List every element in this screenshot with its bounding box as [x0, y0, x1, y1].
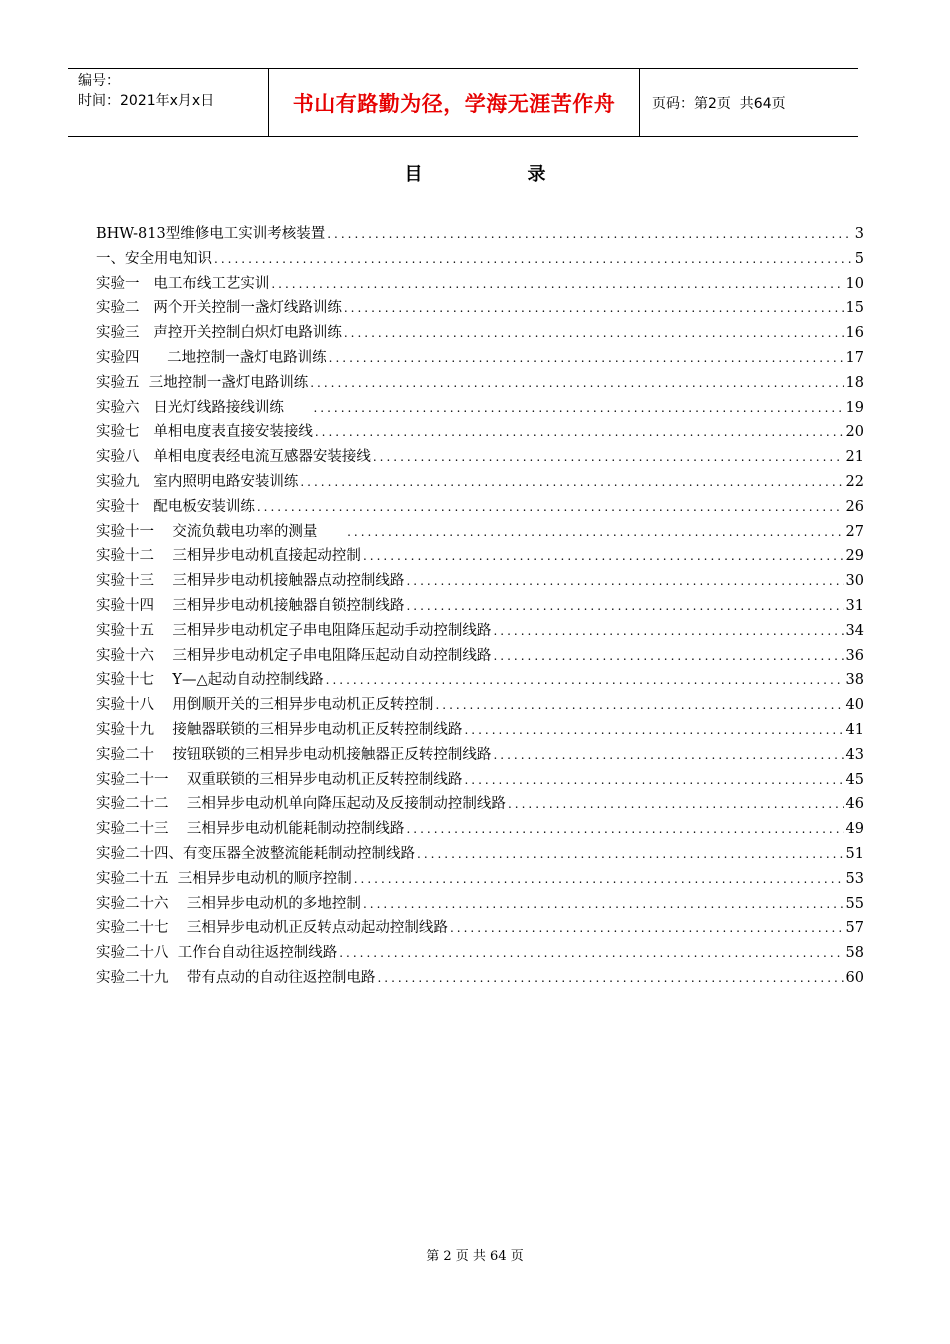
- toc-entry-page: 3: [854, 226, 864, 242]
- toc-entry-page: 19: [845, 399, 864, 416]
- toc-entry[interactable]: [96, 470, 864, 495]
- toc-entry-page: 40: [845, 697, 864, 714]
- toc-entry-label: 实验十七 Y—△起动自动控制线路: [96, 672, 324, 689]
- toc-entry-label: BHW-813型维修电工实训考核装置: [96, 226, 326, 242]
- toc-leader-dots: [300, 470, 843, 495]
- header-motto: 书山有路勤为径，学海无涯苦作舟: [292, 91, 616, 116]
- toc-entry-label: 一、安全用电知识: [96, 250, 212, 267]
- toc-entry-label: 实验十 配电板安装训练: [96, 498, 255, 515]
- toc-leader-dots: [464, 768, 843, 793]
- toc-leader-dots: [257, 495, 844, 520]
- toc-leader-dots: [344, 296, 844, 321]
- toc-entry[interactable]: [96, 544, 864, 569]
- toc-entry-label: 实验二十五 三相异步电动机的顺序控制: [96, 870, 352, 887]
- toc-entry-page: 30: [845, 573, 864, 590]
- toc-entry[interactable]: [96, 693, 864, 718]
- toc-leader-dots: [347, 520, 843, 545]
- toc-entry[interactable]: [96, 941, 864, 966]
- toc-entry[interactable]: [96, 966, 864, 991]
- toc-entry[interactable]: [96, 445, 864, 470]
- header-page-info-cell: [640, 69, 858, 136]
- toc-entry[interactable]: [96, 718, 864, 743]
- toc-entry[interactable]: [96, 247, 864, 272]
- header-meta: [68, 69, 268, 136]
- toc-entry-page: 38: [845, 672, 864, 689]
- toc-leader-dots: [329, 346, 844, 371]
- toc-leader-dots: [363, 892, 844, 917]
- toc-entry-page: 20: [845, 424, 864, 441]
- toc-entry[interactable]: [96, 842, 864, 867]
- toc-entry[interactable]: [96, 296, 864, 321]
- toc-leader-dots: [327, 222, 853, 247]
- document-time-label: 时间：2021年x月x日: [78, 93, 215, 109]
- toc-entry-label: 实验一 电工布线工艺实训: [96, 275, 270, 292]
- toc-entry-label: 实验十二 三相异步电动机直接起动控制: [96, 548, 361, 565]
- toc-entry-page: 58: [845, 945, 864, 962]
- toc-entry-page: 31: [845, 597, 864, 614]
- toc-entry[interactable]: [96, 569, 864, 594]
- toc-entry-page: 49: [845, 821, 864, 838]
- toc-entry-page: 45: [845, 771, 864, 788]
- header-motto-cell: [268, 69, 640, 136]
- toc-leader-dots: [435, 693, 843, 718]
- toc-leader-dots: [464, 718, 843, 743]
- page-footer: 第 2 页 共 64 页: [426, 1249, 524, 1264]
- toc-entry-label: 实验二 两个开关控制一盏灯线路训练: [96, 300, 342, 317]
- toc-entry[interactable]: [96, 346, 864, 371]
- toc-entry-label: 实验二十八 工作台自动往返控制线路: [96, 945, 338, 962]
- toc-leader-dots: [508, 792, 844, 817]
- toc-entry[interactable]: [96, 668, 864, 693]
- toc-entry-label: 实验十五 三相异步电动机定子串电阻降压起动手动控制线路: [96, 622, 492, 639]
- toc-entry-label: 实验二十一 双重联锁的三相异步电动机正反转控制线路: [96, 771, 463, 788]
- toc-entry-label: 实验八 单相电度表经电流互感器安装接线: [96, 449, 371, 466]
- toc-entry-label: 实验二十六 三相异步电动机的多地控制: [96, 895, 361, 912]
- toc-entry[interactable]: [96, 619, 864, 644]
- toc-entry-label: 实验十一 交流负载电功率的测量: [96, 523, 346, 540]
- toc-entry[interactable]: [96, 222, 864, 247]
- toc-entry-page: 34: [845, 622, 864, 639]
- toc-leader-dots: [326, 668, 844, 693]
- toc-entry-label: 实验二十 按钮联锁的三相异步电动机接触器正反转控制线路: [96, 746, 492, 763]
- toc-entry-page: 53: [845, 870, 864, 887]
- toc-entry-page: 15: [845, 300, 864, 317]
- toc-entry-label: 实验四 二地控制一盏灯电路训练: [96, 349, 327, 366]
- toc-entry-page: 57: [845, 920, 864, 937]
- toc-entry-label: 实验二十九 带有点动的自动往返控制电路: [96, 969, 376, 986]
- toc-entry-label: 实验十八 用倒顺开关的三相异步电动机正反转控制: [96, 697, 434, 714]
- toc-entry[interactable]: [96, 817, 864, 842]
- toc-entry[interactable]: [96, 371, 864, 396]
- toc-entry-label: 实验十三 三相异步电动机接触器点动控制线路: [96, 573, 405, 590]
- toc-entry[interactable]: [96, 594, 864, 619]
- toc-entry-page: 60: [845, 969, 864, 986]
- toc-leader-dots: [315, 420, 844, 445]
- toc-entry-page: 22: [845, 473, 864, 490]
- toc-leader-dots: [214, 247, 853, 272]
- toc-entry[interactable]: [96, 768, 864, 793]
- toc-entry[interactable]: [96, 321, 864, 346]
- toc-leader-dots: [313, 396, 843, 421]
- table-of-contents: [96, 222, 864, 991]
- toc-leader-dots: [493, 644, 843, 669]
- toc-entry-page: 36: [845, 647, 864, 664]
- toc-entry-label: 实验九 室内照明电路安装训练: [96, 473, 299, 490]
- toc-entry-page: 43: [845, 746, 864, 763]
- toc-entry-label: 实验七 单相电度表直接安装接线: [96, 424, 313, 441]
- page-header: [68, 68, 858, 137]
- toc-entry-label: 实验三 声控开关控制白炽灯电路训练: [96, 325, 342, 342]
- toc-entry-page: 46: [845, 796, 864, 813]
- toc-entry-label: 实验二十三 三相异步电动机能耗制动控制线路: [96, 821, 405, 838]
- toc-leader-dots: [344, 321, 844, 346]
- toc-entry-label: 实验二十七 三相异步电动机正反转点动起动控制线路: [96, 920, 448, 937]
- document-number-label: 编号：: [78, 73, 120, 89]
- toc-entry[interactable]: [96, 396, 864, 421]
- toc-entry-page: 55: [845, 895, 864, 912]
- toc-entry[interactable]: [96, 743, 864, 768]
- toc-entry-label: 实验十九 接触器联锁的三相异步电动机正反转控制线路: [96, 721, 463, 738]
- toc-leader-dots: [354, 867, 844, 892]
- toc-leader-dots: [373, 445, 844, 470]
- toc-entry-page: 51: [845, 845, 864, 862]
- toc-leader-dots: [417, 842, 844, 867]
- toc-entry[interactable]: [96, 916, 864, 941]
- toc-entry-page: 27: [845, 523, 864, 540]
- toc-entry[interactable]: [96, 520, 864, 545]
- toc-entry-label: 实验十六 三相异步电动机定子串电阻降压起动自动控制线路: [96, 647, 492, 664]
- toc-entry[interactable]: [96, 272, 864, 297]
- toc-entry-page: 17: [845, 349, 864, 366]
- toc-entry-page: 18: [845, 374, 864, 391]
- toc-leader-dots: [339, 941, 843, 966]
- toc-entry[interactable]: [96, 867, 864, 892]
- toc-leader-dots: [450, 916, 844, 941]
- toc-entry[interactable]: [96, 420, 864, 445]
- toc-entry-label: 实验二十二 三相异步电动机单向降压起动及反接制动控制线路: [96, 796, 506, 813]
- toc-entry-page: 29: [845, 548, 864, 565]
- toc-title: [0, 160, 950, 186]
- toc-entry-page: 26: [845, 498, 864, 515]
- toc-entry-page: 16: [845, 325, 864, 342]
- toc-entry-page: 41: [845, 721, 864, 738]
- toc-entry-label: 实验十四 三相异步电动机接触器自锁控制线路: [96, 597, 405, 614]
- toc-entry-page: 21: [845, 449, 864, 466]
- toc-title-left: 目: [404, 164, 423, 185]
- toc-entry[interactable]: [96, 644, 864, 669]
- toc-leader-dots: [493, 743, 843, 768]
- toc-leader-dots: [493, 619, 843, 644]
- toc-entry-label: 实验五 三地控制一盏灯电路训练: [96, 374, 309, 391]
- toc-leader-dots: [271, 272, 843, 297]
- toc-leader-dots: [377, 966, 843, 991]
- toc-entry[interactable]: [96, 495, 864, 520]
- toc-leader-dots: [310, 371, 843, 396]
- toc-entry-page: 10: [845, 275, 864, 292]
- toc-entry-page: 5: [854, 250, 864, 267]
- toc-title-right: 录: [527, 164, 546, 185]
- toc-leader-dots: [406, 569, 843, 594]
- toc-leader-dots: [406, 817, 843, 842]
- toc-entry-label: 实验二十四、有变压器全波整流能耗制动控制线路: [96, 845, 415, 862]
- toc-entry[interactable]: [96, 792, 864, 817]
- toc-entry-label: 实验六 日光灯线路接线训练: [96, 399, 312, 416]
- header-page-info: 页码：第2页 共64页: [652, 95, 786, 112]
- toc-leader-dots: [363, 544, 844, 569]
- toc-entry[interactable]: [96, 892, 864, 917]
- toc-leader-dots: [406, 594, 843, 619]
